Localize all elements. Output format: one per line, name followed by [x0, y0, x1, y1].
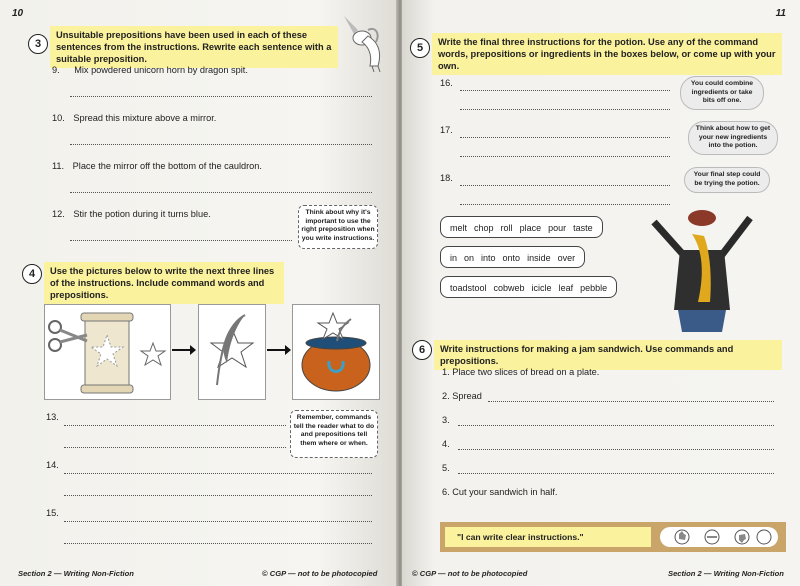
answer-line-18b[interactable] — [460, 204, 670, 205]
step-2-label: 2. — [442, 391, 450, 401]
feather-star-icon — [199, 305, 265, 399]
word-command-5: pour — [548, 223, 567, 233]
question-6-number: 6 — [412, 340, 432, 360]
item-12-text: Stir the potion during it turns blue. — [73, 209, 211, 219]
word-ingredient-3: icicle — [531, 283, 552, 293]
footer-copyright-left: © CGP — not to be photocopied — [262, 569, 378, 578]
left-page — [0, 0, 398, 586]
step-1-label: 1. — [442, 367, 450, 377]
word-command-2: chop — [474, 223, 494, 233]
step-2-text: Spread — [452, 391, 482, 401]
footer-copyright-right: © CGP — not to be photocopied — [412, 569, 528, 578]
line-14-label: 14. — [46, 460, 59, 470]
self-check-statement: "I can write clear instructions." — [445, 527, 651, 547]
word-box-ingredients — [440, 276, 617, 298]
word-command-6: taste — [573, 223, 593, 233]
item-10 — [52, 112, 216, 124]
answer-line-step-5[interactable] — [458, 473, 774, 474]
step-4 — [442, 438, 450, 450]
self-check-rating[interactable] — [660, 527, 778, 547]
step-6-label: 6. — [442, 487, 450, 497]
question-6-instruction: Write instructions for making a jam sandwich. Use commands and prepositions. — [434, 340, 782, 370]
answer-line-step-3[interactable] — [458, 425, 774, 426]
self-check-bar — [440, 522, 786, 552]
footer-section-right: Section 2 — Writing Non-Fiction — [668, 569, 784, 578]
word-prep-4: onto — [502, 253, 521, 263]
page-number-left: 10 — [12, 8, 24, 19]
item-12 — [52, 208, 211, 220]
word-prep-1: in — [450, 253, 458, 263]
word-prep-3: into — [481, 253, 496, 263]
item-9-label: 9. — [52, 65, 60, 75]
answer-line-step-2[interactable] — [488, 401, 774, 402]
item-11-label: 11. — [52, 161, 65, 171]
answer-line-14b[interactable] — [64, 495, 372, 496]
answer-line-16b[interactable] — [460, 109, 670, 110]
step-5-label: 5. — [442, 463, 450, 473]
word-ingredient-4: leaf — [558, 283, 574, 293]
question-4-instruction: Use the pictures below to write the next three lines of the instructions. Include command words and prepositions. — [44, 262, 284, 304]
item-11 — [52, 160, 262, 172]
item-11-text: Place the mirror off the bottom of the cauldron. — [72, 161, 262, 171]
answer-line-9[interactable] — [70, 96, 372, 97]
step-4-label: 4. — [442, 439, 450, 449]
question-5-instruction: Write the final three instructions for the potion. Use any of the command words, prepositions or ingredients in the boxes below, or come up with your own. — [432, 33, 782, 75]
item-9-text: Mix powdered unicorn horn by dragon spit. — [74, 65, 248, 75]
line-18-label: 18. — [440, 173, 453, 183]
step-1-text: Place two slices of bread on a plate. — [452, 367, 600, 377]
picture-cut-star — [44, 304, 171, 400]
question-3-instruction: Unsuitable prepositions have been used in each of these sentences from the instructions. Rewrite each sentence with a suitable preposition. — [50, 26, 338, 68]
arrow-right-icon — [172, 342, 196, 358]
line-16-label: 16. — [440, 78, 453, 88]
answer-line-13b[interactable] — [64, 447, 286, 448]
step-2 — [442, 390, 482, 402]
step-5 — [442, 462, 450, 474]
footer-section-left: Section 2 — Writing Non-Fiction — [18, 569, 134, 578]
item-10-label: 10. — [52, 113, 65, 123]
word-command-3: roll — [500, 223, 513, 233]
answer-line-10[interactable] — [70, 144, 372, 145]
word-prep-2: on — [464, 253, 475, 263]
picture-feather-star — [198, 304, 266, 400]
scarecrow-figure-icon — [640, 206, 760, 334]
question-4-number: 4 — [22, 264, 42, 284]
word-prep-5: inside — [527, 253, 551, 263]
thumbs-rating-icons[interactable] — [660, 527, 778, 547]
word-box-commands — [440, 216, 603, 238]
item-10-text: Spread this mixture above a mirror. — [73, 113, 217, 123]
word-prep-6: over — [557, 253, 576, 263]
tip-prepositions: Think about why it's important to use the right preposition when you write instructions. — [298, 205, 378, 249]
line-17-label: 17. — [440, 125, 453, 135]
right-page — [402, 0, 800, 586]
word-ingredient-2: cobweb — [493, 283, 525, 293]
tip-ingredients: Think about how to get your new ingredients into the potion. — [688, 121, 778, 155]
tip-commands: Remember, commands tell the reader what to do and prepositions tell them where or when. — [290, 410, 378, 458]
word-ingredient-1: toadstool — [450, 283, 487, 293]
step-1 — [442, 366, 599, 378]
answer-line-14a[interactable] — [64, 473, 372, 474]
step-6 — [442, 486, 557, 498]
unicorn-icon — [340, 12, 388, 74]
question-5-number: 5 — [410, 38, 430, 58]
question-3-number: 3 — [28, 34, 48, 54]
answer-line-17b[interactable] — [460, 156, 670, 157]
answer-line-17a[interactable] — [460, 137, 670, 138]
word-command-4: place — [519, 223, 542, 233]
answer-line-11[interactable] — [70, 192, 372, 193]
page-number-right: 11 — [775, 8, 786, 19]
tip-final-step: Your final step could be trying the potion. — [684, 167, 770, 193]
scissors-scroll-icon — [45, 305, 170, 399]
line-13-label: 13. — [46, 412, 59, 422]
arrow-right-icon-2 — [267, 342, 291, 358]
line-15-label: 15. — [46, 508, 59, 518]
item-12-label: 12. — [52, 209, 65, 219]
word-box-prepositions — [440, 246, 585, 268]
word-ingredient-5: pebble — [580, 283, 608, 293]
answer-line-step-4[interactable] — [458, 449, 774, 450]
picture-cauldron — [292, 304, 380, 400]
answer-line-15b[interactable] — [64, 543, 372, 544]
answer-line-15a[interactable] — [64, 521, 372, 522]
step-6-text: Cut your sandwich in half. — [452, 487, 558, 497]
cauldron-icon — [293, 305, 379, 399]
step-3-label: 3. — [442, 415, 450, 425]
answer-line-12[interactable] — [70, 240, 292, 241]
tip-combine: You could combine ingredients or take bits off one. — [680, 76, 764, 110]
answer-line-16a[interactable] — [460, 90, 670, 91]
answer-line-13a[interactable] — [64, 425, 286, 426]
answer-line-18a[interactable] — [460, 185, 670, 186]
item-9 — [52, 64, 248, 76]
step-3 — [442, 414, 450, 426]
word-command-1: melt — [450, 223, 468, 233]
